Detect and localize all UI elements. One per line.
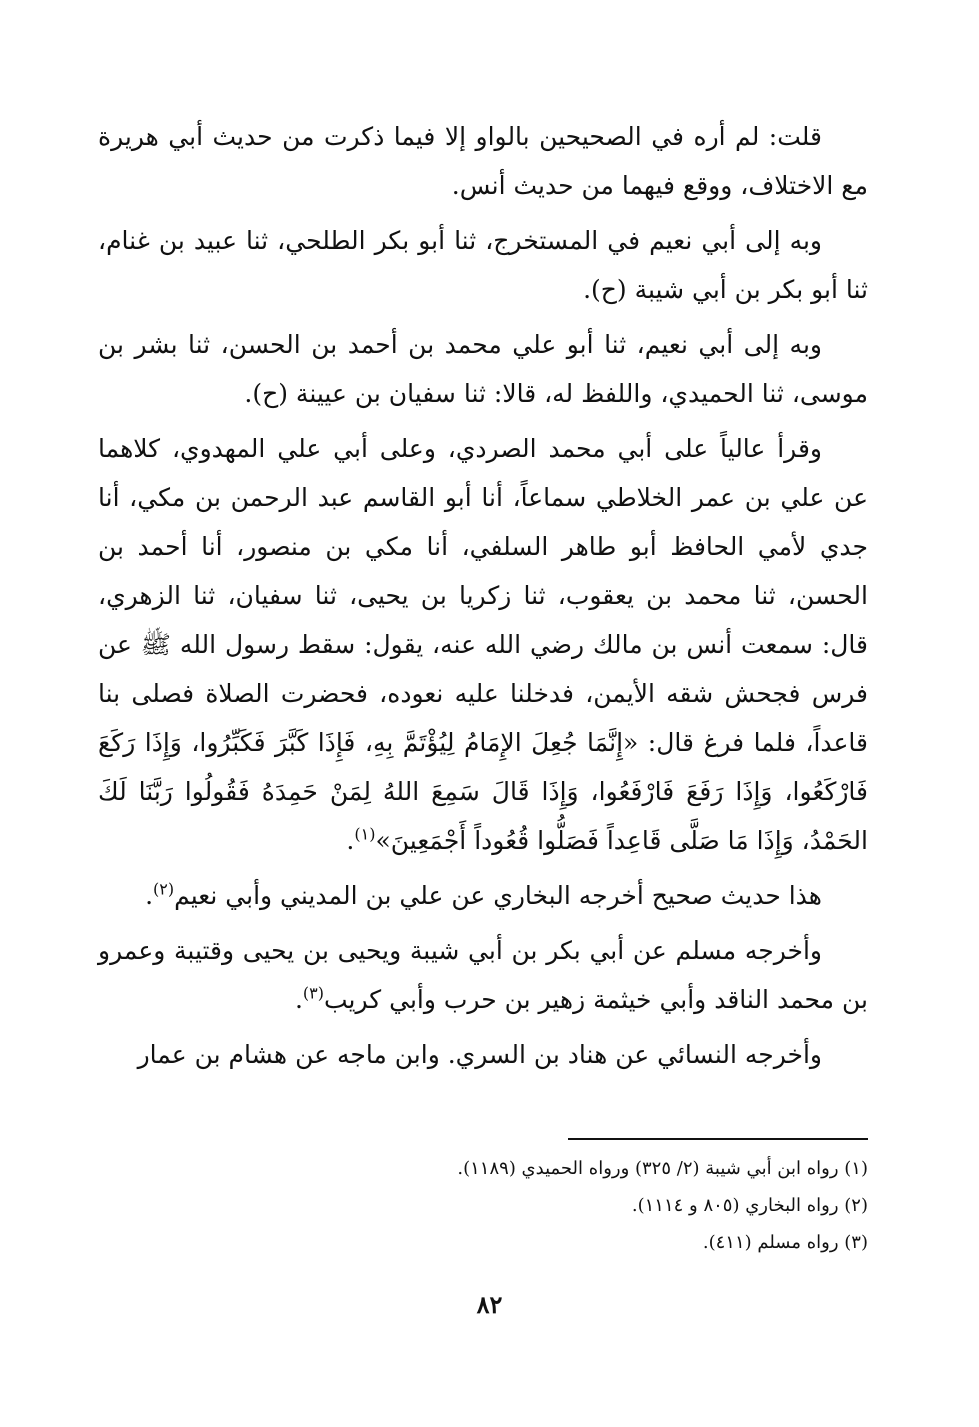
paragraph: وأخرجه مسلم عن أبي بكر بن أبي شيبة ويحيى بن يحيى وقتيبة وعمرو بن محمد الناقد وأبي خيثمة زهير بن حرب وأبي كريب$^{(٣)}$. [98,936,868,1014]
paragraph [98,1030,868,1079]
paragraph-text: هذا حديث صحيح أخرجه البخاري عن علي بن المديني وأبي نعيم [174,881,822,910]
page-number: ٨٢ [476,1290,503,1319]
footnote-marker: (٢) [153,879,175,899]
paragraph-text: وبه إلى أبي نعيم، ثنا أبو علي محمد بن أحمد بن الحسن، ثنا بشر بن موسى، ثنا الحميدي، واللفظ له، قالا: ثنا سفيان بن عيينة (ح). [98,330,868,408]
footnotes [300,1150,868,1261]
paragraph [98,320,868,418]
paragraph: وقرأ عالياً على أبي محمد الصردي، وعلى أبي علي المهدوي، كلاهما عن علي بن عمر الخلاطي سماعاً، أنا أبو القاسم عبد الرحمن بن مكي، أنا جدي لأمي الحافظ أبو طاهر السلفي، أنا مكي بن منصور، أنا أحمد بن الحسن، ثنا محمد بن يعقوب، ثنا زكريا بن يحيى، ثنا سفيان، ثنا الزهري، قال: سمعت أنس بن مالك رضي الله عنه، يقول: سقط رسول الله ﷺ عن فرس فجحش شقه الأيمن، فدخلنا عليه نعوده، فحضرت الصلاة فصلى بنا قاعداً، فلما فرغ قال: «إِنَّمَا جُعِلَ الإِمَامُ لِيُؤْتَمَّ بِهِ، فَإِذَا كَبَّرَ فَكَبِّرُوا، وَإِذَا رَكَعَ فَارْكَعُوا، وَإِذَا رَفَعَ فَارْفَعُوا، وَإِذَا قَالَ سَمِعَ اللهُ لِمَنْ حَمِدَهُ فَقُولُوا رَبَّنَا لَكَ الحَمْدُ، وَإِذَا مَا صَلَّى قَاعِداً فَصَلُّوا قُعُوداً أَجْمَعِينَ»$^{(١)}$. [98,434,868,855]
paragraph-text: قلت: لم أره في الصحيحين بالواو إلا فيما ذكرت من حديث أبي هريرة مع الاختلاف، ووقع فيهما من حديث أنس. [98,122,868,200]
paragraph [98,112,868,210]
paragraph: هذا حديث صحيح أخرجه البخاري عن علي بن المديني وأبي نعيم$^{(٢)}$. [145,879,822,910]
paragraph-text: وبه إلى أبي نعيم في المستخرج، ثنا أبو بكر الطلحي، ثنا عبيد بن غنام، ثنا أبو بكر بن أبي شيبة (ح). [98,226,868,304]
main-text [98,112,868,1079]
footnote-marker: (١) [354,824,376,844]
footnote-marker: (٣) [302,983,324,1003]
paragraph-text: وأخرجه النسائي عن هناد بن السري. وابن ماجه عن هشام بن عمار [137,1040,822,1069]
footnote: (١) رواه ابن أبي شيبة (٢/ ٣٢٥) ورواه الحميدي (١١٨٩). [457,1158,868,1179]
paragraph-text: وأخرجه مسلم عن أبي بكر بن أبي شيبة ويحيى بن يحيى وقتيبة وعمرو بن محمد الناقد وأبي خيثمة زهير بن حرب وأبي كريب [98,936,868,1014]
paragraph-text: وقرأ عالياً على أبي محمد الصردي، وعلى أبي علي المهدوي، كلاهما عن علي بن عمر الخلاطي سماعاً، أنا أبو القاسم عبد الرحمن بن مكي، أنا جدي لأمي الحافظ أبو طاهر السلفي، أنا مكي بن منصور، أنا أحمد بن الحسن، ثنا محمد بن يعقوب، ثنا زكريا بن يحيى، ثنا سفيان، ثنا الزهري، قال: سمعت أنس بن مالك رضي الله عنه، يقول: سقط رسول الله ﷺ عن فرس فجحش شقه الأيمن، فدخلنا عليه نعوده، فحضرت الصلاة فصلى بنا قاعداً، فلما فرغ قال: «إِنَّمَا جُعِلَ الإِمَامُ لِيُؤْتَمَّ بِهِ، فَإِذَا كَبَّرَ فَكَبِّرُوا، وَإِذَا رَكَعَ فَارْكَعُوا، وَإِذَا رَفَعَ فَارْفَعُوا، وَإِذَا قَالَ سَمِعَ اللهُ لِمَنْ حَمِدَهُ فَقُولُوا رَبَّنَا لَكَ الحَمْدُ، وَإِذَا مَا صَلَّى قَاعِداً فَصَلُّوا قُعُوداً أَجْمَعِينَ» [98,434,868,855]
footnote: (٢) رواه البخاري (٨٠٥ و ١١١٤). [631,1195,868,1216]
paragraph [98,216,868,314]
footnote: (٣) رواه مسلم (٤١١). [702,1232,868,1253]
footnote-divider [568,1138,868,1140]
